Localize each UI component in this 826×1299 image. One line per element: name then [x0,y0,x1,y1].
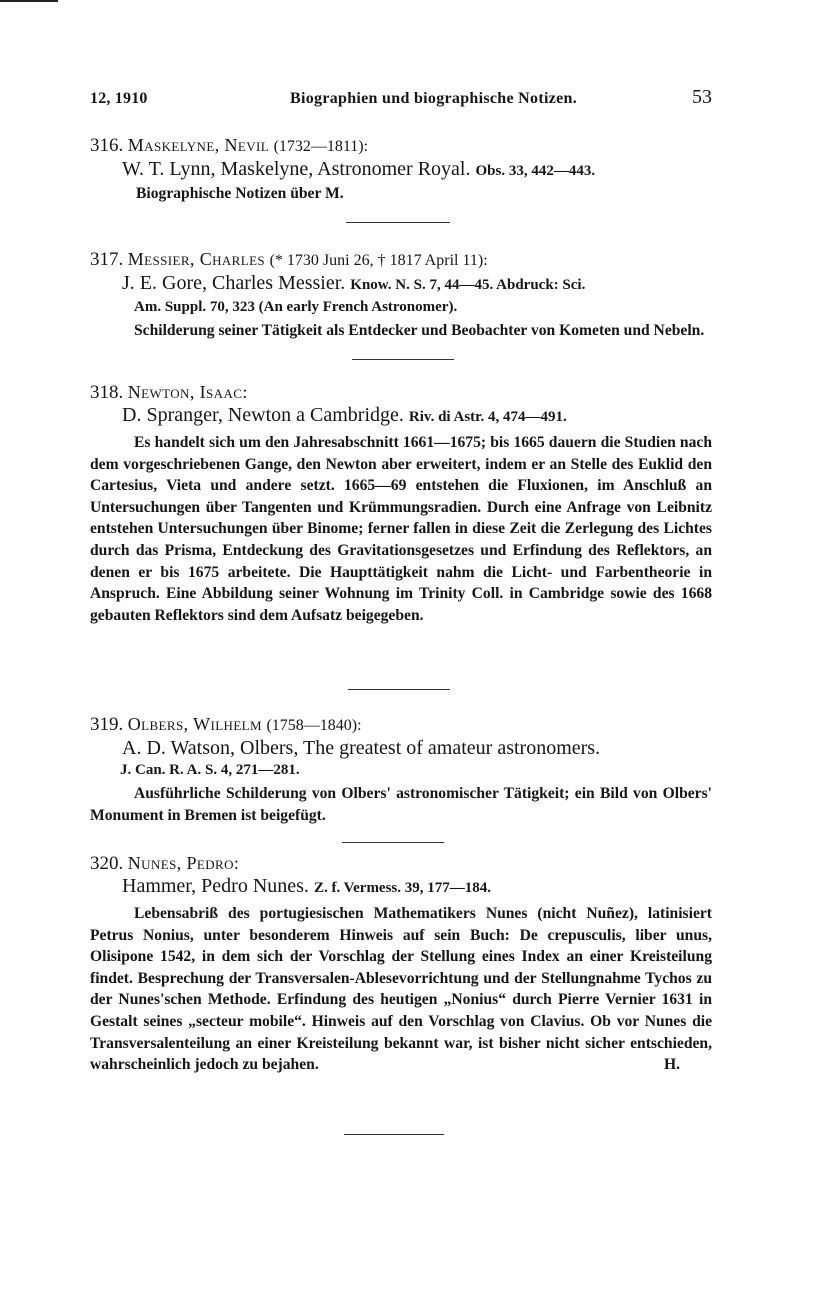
entry-number: 316. [90,135,124,156]
entry-317 [90,248,712,342]
citation-text: D. Spranger, Newton a Cambridge. [122,404,404,426]
separator-rule [342,842,444,843]
entry-citation [90,158,712,183]
entry-heading [90,852,712,875]
page-number: 53 [692,86,712,108]
entry-318 [90,381,712,626]
citation-continuation: J. Can. R. A. S. 4, 271—281. [120,762,300,778]
citation-source: Know. N. S. 7, 44—45. Abdruck: Sci. [350,277,586,293]
citation-source: Riv. di Astr. 4, 474—491. [408,409,567,425]
entry-citation [90,404,712,429]
entry-note: Schilderung seiner Tätigkeit als Entdecker und Beobachter von Kometen und Nebeln. [134,322,705,339]
entry-citation [90,272,712,297]
entry-heading [90,713,712,737]
entry-heading [90,134,712,158]
entry-319 [90,713,712,826]
citation-source: Obs. 33, 442—443. [475,163,596,179]
entry-316 [90,134,712,205]
separator-rule [344,1134,444,1135]
entry-note: Es handelt sich um den Jahresabschnitt 1661—1675; bis 1665 dauern die Studien nach dem vorgeschriebenen Gange, den Newton aber erweitert, indem er an Stelle des Euklid den Cartesius, Vieta und andere setzt. 1665—69 entstehen die Fluxionen, im Anschluß an Untersuchungen über Tangenten und Krümmungsradien. Durch eine Anfrage von Leibnitz entstehen Untersuchungen über Binome; ferner fallen in diese Zeit die Zerlegung des Lichtes durch das Prisma, Entdeckung des Gravitationsgesetzes und Erfindung des Reflektors, an denen er bis 1675 arbeitete. Die Haupttätigkeit nahm die Licht- und Farbentheorie in Anspruch. Eine Abbildung seiner Wohnung im Trinity Coll. in Cambridge sowie des 1668 gebauten Reflektors sind dem Aufsatz beigegeben. [90,434,712,624]
separator-rule [352,359,454,360]
entry-number: 319. [90,714,124,735]
entry-dates: (* 1730 Juni 26, † 1817 April 11): [269,252,488,269]
entry-dates: (1732—1811): [273,138,369,155]
entry-note: Ausführliche Schilderung von Olbers' astronomischer Tätigkeit; ein Bild von Olbers' Monument in Bremen ist beigefügt. [90,785,712,824]
entry-name: Nunes, Pedro: [127,853,240,873]
entry-number: 317. [90,249,124,270]
citation-text: A. D. Watson, Olbers, The greatest of amateur astronomers. [122,737,601,759]
entry-note-text: Lebensabriß des portugiesischen Mathematikers Nunes (nicht Nuñez), latinisiert Petrus Nonius, unter besonderem Hinweis auf sein Buch: De crepusculis, liber unus, Olisipone 1542, in dem sich der Vorschlag der Stellung eines Index an einer Kreisteilung findet. Besprechung der Transversalen-Ablesevorrichtung und der Stellungnahme Tychos zu der Nunes'schen Methode. Erfindung des heutigen „Nonius“ durch Pierre Vernier 1631 in Gestalt seines „secteur mobile“. Hinweis auf den Vorschlag von Clavius. Ob vor Nunes die Transversalenteilung an einer Kreisteilung bekannt war, ist bisher nicht sicher entschieden, wahrscheinlich jedoch zu bejahen. [90,905,712,1074]
entry-320 [90,852,712,1076]
entry-dates: (1758—1840): [266,717,362,734]
entry-name: Messier, Charles [127,249,266,269]
entry-heading [90,381,712,404]
signature: H. [663,1056,680,1074]
entry-number: 318. [90,382,124,403]
running-head-title: Biographien und biographische Notizen. [290,90,578,107]
entry-citation [90,875,712,900]
citation-source: Z. f. Vermess. 39, 177—184. [313,880,492,896]
separator-rule [348,689,450,690]
citation-text: Hammer, Pedro Nunes. [122,875,309,897]
entry-heading [90,248,712,272]
separator-rule [346,222,450,223]
entry-note [90,903,712,1076]
citation-text: J. E. Gore, Charles Messier. [122,272,346,294]
entry-citation [90,737,712,760]
entry-number: 320. [90,853,124,874]
entry-name: Olbers, Wilhelm [127,714,262,734]
running-head [90,88,712,112]
entry-name: Newton, Isaac: [127,382,248,402]
corner-mark [0,0,58,2]
entry-note: Biographische Notizen über M. [136,185,344,202]
entry-name: Maskelyne, Nevil [127,135,270,155]
running-head-year: 12, 1910 [90,90,148,107]
citation-text: W. T. Lynn, Maskelyne, Astronomer Royal. [122,158,471,180]
citation-continuation: Am. Suppl. 70, 323 (An early French Astronomer). [134,299,458,315]
